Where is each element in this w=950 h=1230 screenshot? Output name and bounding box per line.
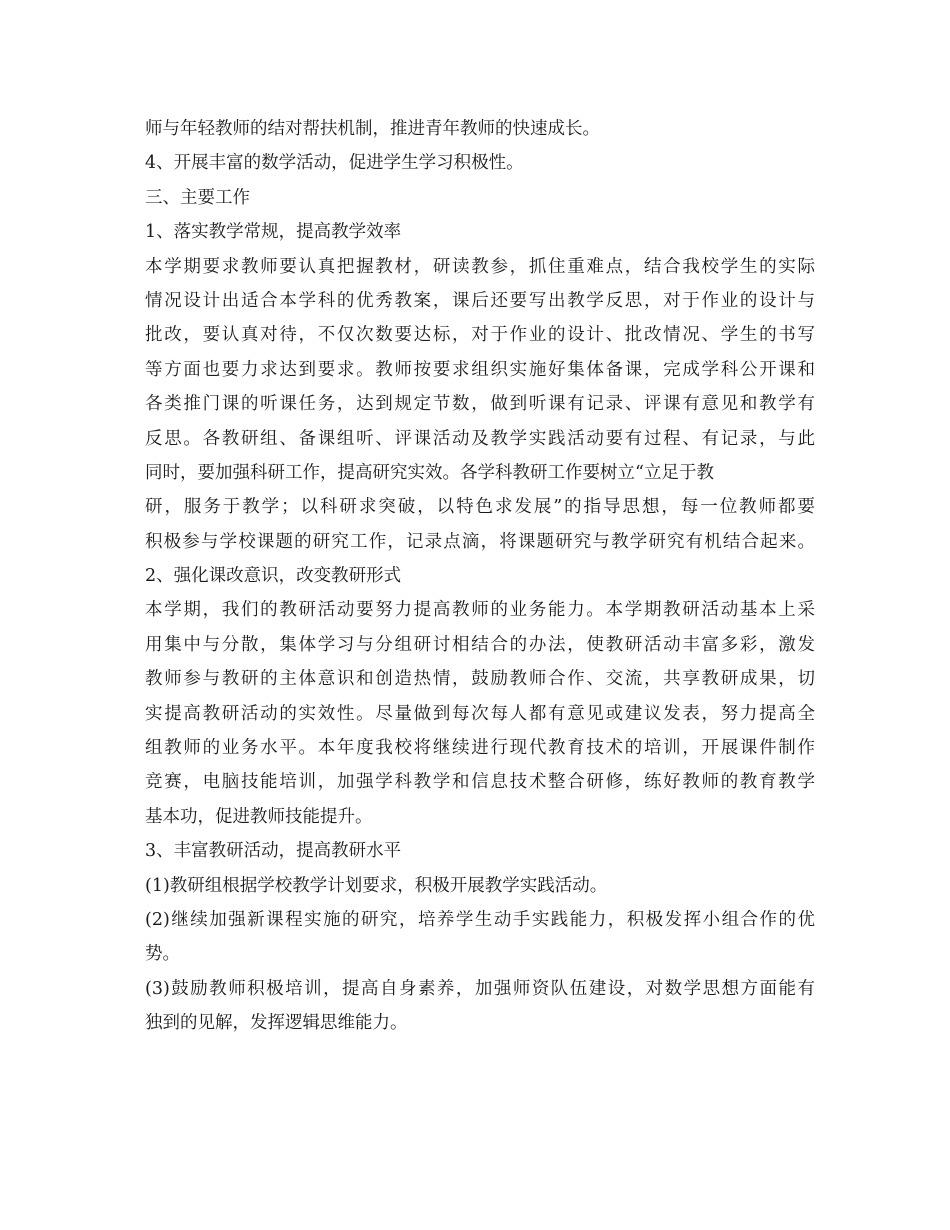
text-line: 情况设计出适合本学科的优秀教案，课后还要写出教学反思，对于作业的设计与 [145, 290, 815, 311]
text-line: 同时，要加强科研工作，提高研究实效。各学科教研工作要树立“立足于教 [145, 462, 714, 483]
text-line: 1、落实教学常规，提高教学效率 [145, 222, 402, 243]
text-line: 研，服务于教学；以科研求突破，以特色求发展”的指导思想，每一位教师都要 [145, 497, 815, 518]
text-line: 本学期要求教师要认真把握教材，研读教参，抓住重难点，结合我校学生的实际 [145, 256, 815, 277]
text-line: 本学期，我们的教研活动要努力提高教师的业务能力。本学期教研活动基本上采 [145, 600, 815, 621]
text-line: 4、开展丰富的数学活动，促进学生学习积极性。 [145, 153, 524, 174]
text-line: 3、丰富教研活动，提高教研水平 [145, 841, 402, 862]
text-line: 独到的见解，发挥逻辑思维能力。 [145, 1013, 408, 1034]
text-line: 各类推门课的听课任务，达到规定节数，做到听课有记录、评课有意见和教学有 [145, 394, 815, 415]
text-line: 积极参与学校课题的研究工作，记录点滴，将课题研究与教学研究有机结合起来。 [145, 531, 815, 552]
text-line: 批改，要认真对待，不仅次数要达标，对于作业的设计、批改情况、学生的书写 [145, 325, 815, 346]
text-line: 反思。各教研组、备课组听、评课活动及教学实践活动要有过程、有记录，与此 [145, 428, 815, 449]
text-line: 师与年轻教师的结对帮扶机制，推进青年教师的快速成长。 [145, 119, 600, 139]
text-line: 等方面也要力求达到要求。教师按要求组织实施好集体备课，完成学科公开课和 [145, 359, 815, 380]
text-line: (3)鼓励教师积极培训，提高自身素养，加强师资队伍建设，对数学思想方面能有 [145, 978, 815, 999]
text-line: 三、主要工作 [145, 187, 250, 208]
text-line: 势。 [145, 944, 180, 965]
text-line: 基本功，促进教师技能提升。 [145, 806, 373, 827]
text-line: 竞赛，电脑技能培训，加强学科教学和信息技术整合研修，练好教师的教育教学 [145, 772, 815, 793]
text-line: (2)继续加强新课程实施的研究，培养学生动手实践能力，积极发挥小组合作的优 [145, 909, 815, 930]
text-line: 组教师的业务水平。本年度我校将继续进行现代教育技术的培训，开展课件制作 [145, 738, 815, 759]
text-line: 用集中与分散，集体学习与分组研讨相结合的办法，使教研活动丰富多彩，激发 [145, 634, 815, 655]
text-line: 2、强化课改意识，改变教研形式 [145, 566, 402, 587]
text-line: 实提高教研活动的实效性。尽量做到每次每人都有意见或建议发表，努力提高全 [145, 703, 815, 724]
text-line: (1)教研组根据学校教学计划要求，积极开展教学实践活动。 [145, 875, 608, 896]
text-line: 教师参与教研的主体意识和创造热情，鼓励教师合作、交流，共享教研成果，切 [145, 669, 815, 690]
document-body [145, 112, 815, 1041]
